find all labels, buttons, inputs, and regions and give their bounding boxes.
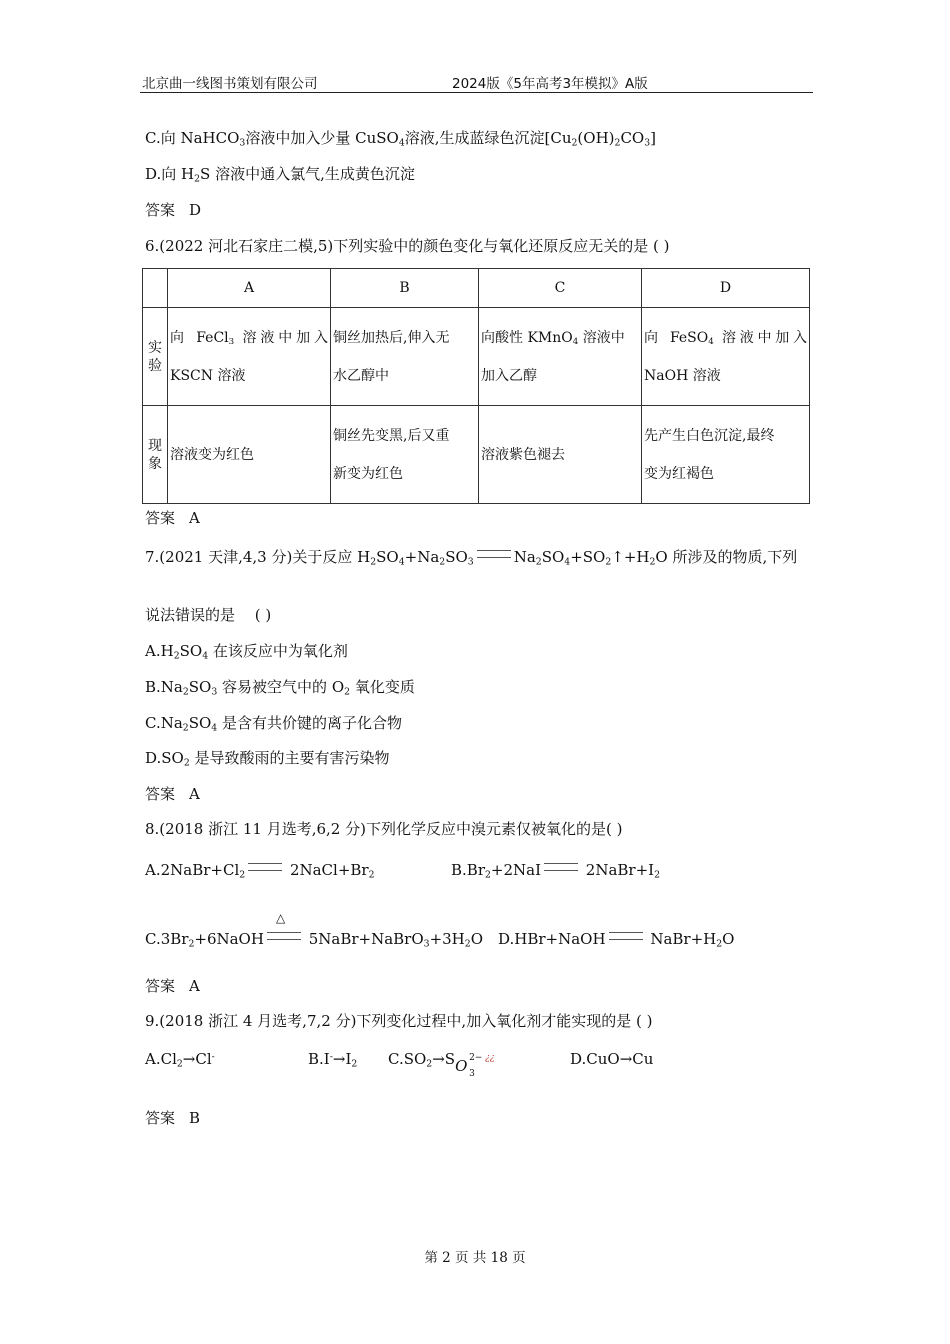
page-number-footer: 第 2 页 共 18 页 xyxy=(424,1250,526,1266)
header-publisher: 北京曲一线图书策划有限公司 xyxy=(142,76,318,92)
heat-triangle-icon: △ xyxy=(275,911,286,925)
q6-answer: 答案 A xyxy=(145,509,200,527)
q7-answer: 答案 A xyxy=(145,785,200,803)
q6-phenomenon-row xyxy=(143,406,810,504)
q6-col-a: A xyxy=(168,269,331,308)
q5-option-d: D.向 $H_2S$ 溶液中通入氯气,生成黄色沉淀 xyxy=(145,165,415,185)
equals-sign xyxy=(477,550,511,558)
q6-phen-d: 先产生白色沉淀,最终 变为红褐色 xyxy=(642,406,810,504)
q6-exp-d: 向 FeSO$_4$ 溶液中加入 NaOH 溶液 xyxy=(642,308,810,406)
equals-sign xyxy=(544,863,578,871)
q9-option-c: $C.SO_2\to S$ O 3 2− ¿¿ xyxy=(388,1049,507,1072)
q8-stem: 8.(2018 浙江 11 月选考,6,2 分)下列化学反应中溴元素仅被氧化的是( ) xyxy=(145,820,623,838)
header-book-title: 2024版《5年高考3年模拟》A版 xyxy=(452,76,648,92)
q7-option-d: $D.SO_2$ 是导致酸雨的主要有害污染物 xyxy=(145,749,390,769)
q6-row-label-experiment: 实验 xyxy=(143,308,168,406)
q7-stem-line2: 说法错误的是 ( ) xyxy=(145,606,272,624)
q5-option-c: C.向 NaHCO$_3$溶液中加入少量 CuSO$_4$溶液,生成蓝绿色沉淀$[Cu_2(OH)_2CO_3]$ xyxy=(145,129,656,149)
q8-option-d: D.HBr+NaOH $NaBr+H_2O$ xyxy=(498,930,735,950)
q6-table xyxy=(142,268,810,504)
q6-col-d: D xyxy=(642,269,810,308)
q5-answer: 答案 D xyxy=(145,201,202,219)
header-rule xyxy=(140,92,813,93)
q6-col-b: B xyxy=(331,269,479,308)
q6-exp-b: 铜丝加热后,伸入无 水乙醇中 xyxy=(331,308,479,406)
q6-exp-a: 向 FeCl$_3$ 溶液中加入 KSCN 溶液 xyxy=(168,308,331,406)
q9-option-a: $A.Cl_2\to Cl^-$ xyxy=(145,1050,215,1070)
q7-stem: 7.(2021 天津,4,3 分)关于反应 $H_2SO_4+Na_2SO_3$ $Na_2SO_4+SO_2↑+H_2O$ 所涉及的物质,下列 xyxy=(145,548,798,568)
q8-option-b: $B.Br_2+2NaI$ $2NaBr+I_2$ xyxy=(451,861,661,881)
heat-equals-sign xyxy=(267,911,301,940)
q6-exp-c: 向酸性 KMnO$_4$ 溶液中 加入乙醇 xyxy=(479,308,642,406)
q6-phen-c: 溶液紫色褪去 xyxy=(479,406,642,504)
q6-row-label-phenomenon: 现象 xyxy=(143,406,168,504)
q6-col-c: C xyxy=(479,269,642,308)
q9-option-d: D.CuO→Cu xyxy=(570,1050,654,1068)
q9-stem: 9.(2018 浙江 4 月选考,7,2 分)下列变化过程中,加入氧化剂才能实现的是 ( ) xyxy=(145,1012,653,1030)
q8-answer: 答案 A xyxy=(145,977,200,995)
q6-header-row xyxy=(143,269,810,308)
q6-corner-cell xyxy=(143,269,168,308)
q7-option-b: $B.Na_2SO_3$ 容易被空气中的 $O_2$ 氧化变质 xyxy=(145,678,415,698)
q6-phen-b: 铜丝先变黑,后又重 新变为红色 xyxy=(331,406,479,504)
q6-phen-a: 溶液变为红色 xyxy=(168,406,331,504)
q6-experiment-row xyxy=(143,308,810,406)
equals-sign xyxy=(248,863,282,871)
equals-sign xyxy=(609,932,643,940)
q7-option-a: $A.H_2SO_4$ 在该反应中为氧化剂 xyxy=(145,642,348,662)
q9-option-b: $B.I^-\to I_2$ xyxy=(308,1050,358,1070)
q7-option-c: $C.Na_2SO_4$ 是含有共价键的离子化合物 xyxy=(145,714,402,734)
sulfite-ion: O 3 2− ¿¿ xyxy=(455,1053,495,1079)
q8-option-a: $A.2NaBr+Cl_2$ $2NaCl+Br_2$ xyxy=(145,861,375,881)
q6-stem: 6.(2022 河北石家庄二模,5)下列实验中的颜色变化与氧化还原反应无关的是 ( ) xyxy=(145,237,670,255)
q8-option-c: $C.3Br_2+6NaOH$ △ $5NaBr+NaBrO_3+3H_2O$ xyxy=(145,911,483,950)
q9-answer: 答案 B xyxy=(145,1109,201,1127)
